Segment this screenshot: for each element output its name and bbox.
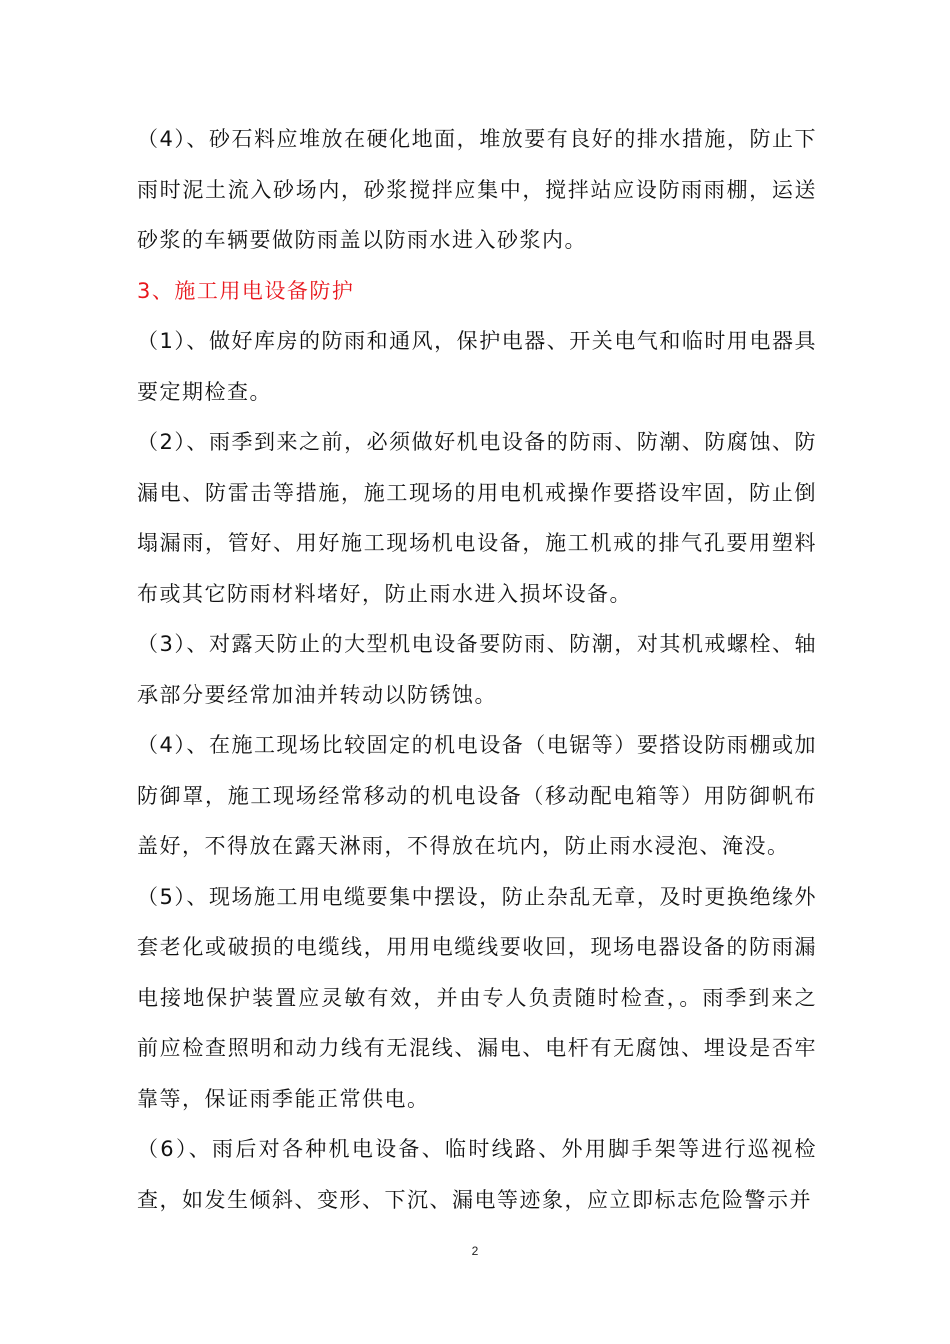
paragraph-gravel-storage: （4）、砂石料应堆放在硬化地面，堆放要有良好的排水措施，防止下雨时泥土流入砂场内，砂浆搅拌应集中，搅拌站应设防雨雨棚，运送砂浆的车辆要做防雨盖以防雨水进入砂浆内。 (137, 127, 817, 252)
paragraph-before-rainy-season: （2）、雨季到来之前，必须做好机电设备的防雨、防潮、防腐蚀、防漏电、防雷击等措施，施工现场的用电机戒操作要搭设牢固，防止倒塌漏雨，管好、用好施工现场机电设备，施工机戒的排气孔要用塑料布或其它防雨材料堵好，防止雨水进入损坏设备。 (137, 430, 817, 606)
paragraph-cables: （5）、现场施工用电缆要集中摆设，防止杂乱无章，及时更换绝缘外套老化或破损的电缆线，用用电缆线要收回，现场电器设备的防雨漏电接地保护装置应灵敏有效，并由专人负责随时检查，。雨季到来之前应检查照明和动力线有无混线、漏电、电杆有无腐蚀、埋设是否牢靠等，保证雨季能正常供电。 (137, 884, 817, 1111)
page-body (137, 114, 817, 1225)
paragraph-fixed-equipment: （4）、在施工现场比较固定的机电设备（电锯等）要搭设防雨棚或加防御罩，施工现场经常移动的机电设备（移动配电箱等）用防御帆布盖好，不得放在露天淋雨，不得放在坑内，防止雨水浸泡、淹没。 (137, 733, 817, 858)
section-heading: 3、施工用电设备防护 (137, 278, 355, 303)
paragraph-outdoor-equipment: （3）、对露天防止的大型机电设备要防雨、防潮，对其机戒螺栓、轴承部分要经常加油并转动以防锈蚀。 (137, 632, 817, 707)
paragraph-warehouse: （1）、做好库房的防雨和通风，保护电器、开关电气和临时用电器具要定期检查。 (137, 329, 817, 404)
paragraph-after-rain: （6）、雨后对各种机电设备、临时线路、外用脚手架等进行巡视检查，如发生倾斜、变形、下沉、漏电等迹象，应立即标志危险警示并 (137, 1137, 817, 1212)
page-number: 2 (471, 1244, 479, 1258)
